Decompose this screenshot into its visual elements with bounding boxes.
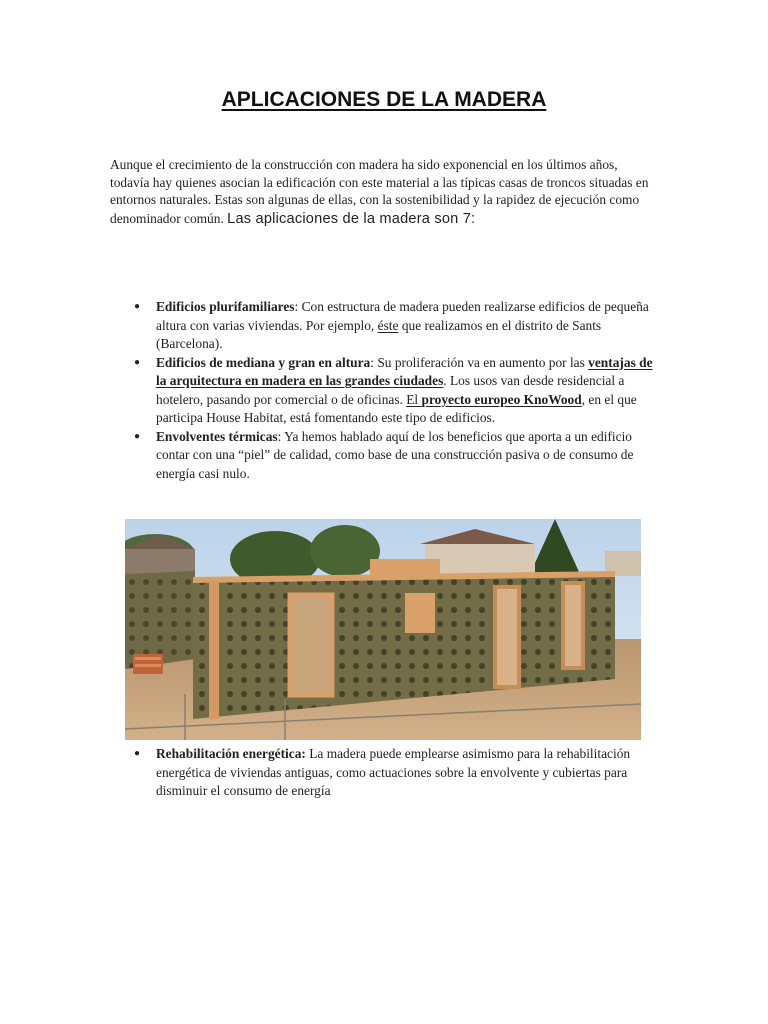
list-item: [134, 745, 660, 801]
item-term: Edificios plurifamiliares: [156, 299, 295, 314]
list-item: [134, 298, 660, 354]
applications-list: [134, 298, 660, 483]
bullet-icon: ●: [134, 430, 141, 442]
item-link-prefix[interactable]: El: [406, 391, 422, 407]
item-text: , en el que participa House Habitat, está fomentando este tipo de edificios.: [156, 391, 637, 425]
list-item: [134, 354, 660, 428]
item-text: . Los usos van desde residencial a hotelero, pasando por comercial o de oficinas.: [156, 373, 625, 407]
item-link[interactable]: ventajas de la arquitectura en madera en las grandes ciudades: [156, 354, 653, 388]
applications-list-continued: [134, 745, 660, 801]
bullet-icon: ●: [134, 748, 141, 759]
item-text: que realizamos en el distrito de Sants (Barcelona).: [156, 317, 602, 351]
item-text: La madera puede emplearse asimismo para la rehabilitación energética de viviendas antiguas, como actuaciones sobre la envolvente y cubiertas para disminuir el consumo de energía: [156, 746, 631, 798]
construction-photo-illustration: [125, 519, 641, 740]
intro-highlight: Las aplicaciones de la madera son 7:: [227, 210, 476, 227]
item-text: : Ya hemos hablado aquí de los beneficios que aporta a un edificio contar con una “piel” de calidad, como base de una construcción pasiva o de consumo de energía casi nulo.: [156, 428, 634, 481]
intro-text: Aunque el crecimiento de la construcción con madera ha sido exponencial en los últimos años, todavía hay quienes asocian la edificación con este material a las típicas casas de troncos situadas en entornos naturales. Estas son algunas de ellas, con la sostenibilidad y la rapidez de ejecución como denominador común.: [110, 157, 649, 226]
item-link[interactable]: proyecto europeo KnoWood: [421, 391, 582, 407]
item-term: Rehabilitación energética:: [156, 746, 306, 761]
item-text: : Su proliferación va en aumento por las: [370, 354, 589, 370]
page-title: APLICACIONES DE LA MADERA: [221, 88, 547, 111]
bullet-icon: ●: [134, 356, 141, 368]
item-text: : Con estructura de madera pueden realizarse edificios de pequeña altura con varias viviendas. Por ejemplo,: [156, 299, 649, 333]
bullet-icon: ●: [134, 301, 141, 312]
item-term: Edificios de mediana y gran en altura: [156, 354, 371, 370]
intro-paragraph: [110, 156, 655, 230]
item-link[interactable]: éste: [377, 317, 399, 333]
item-term: Envolventes térmicas: [156, 428, 278, 444]
list-item: [134, 428, 660, 484]
construction-photo: [125, 519, 641, 740]
